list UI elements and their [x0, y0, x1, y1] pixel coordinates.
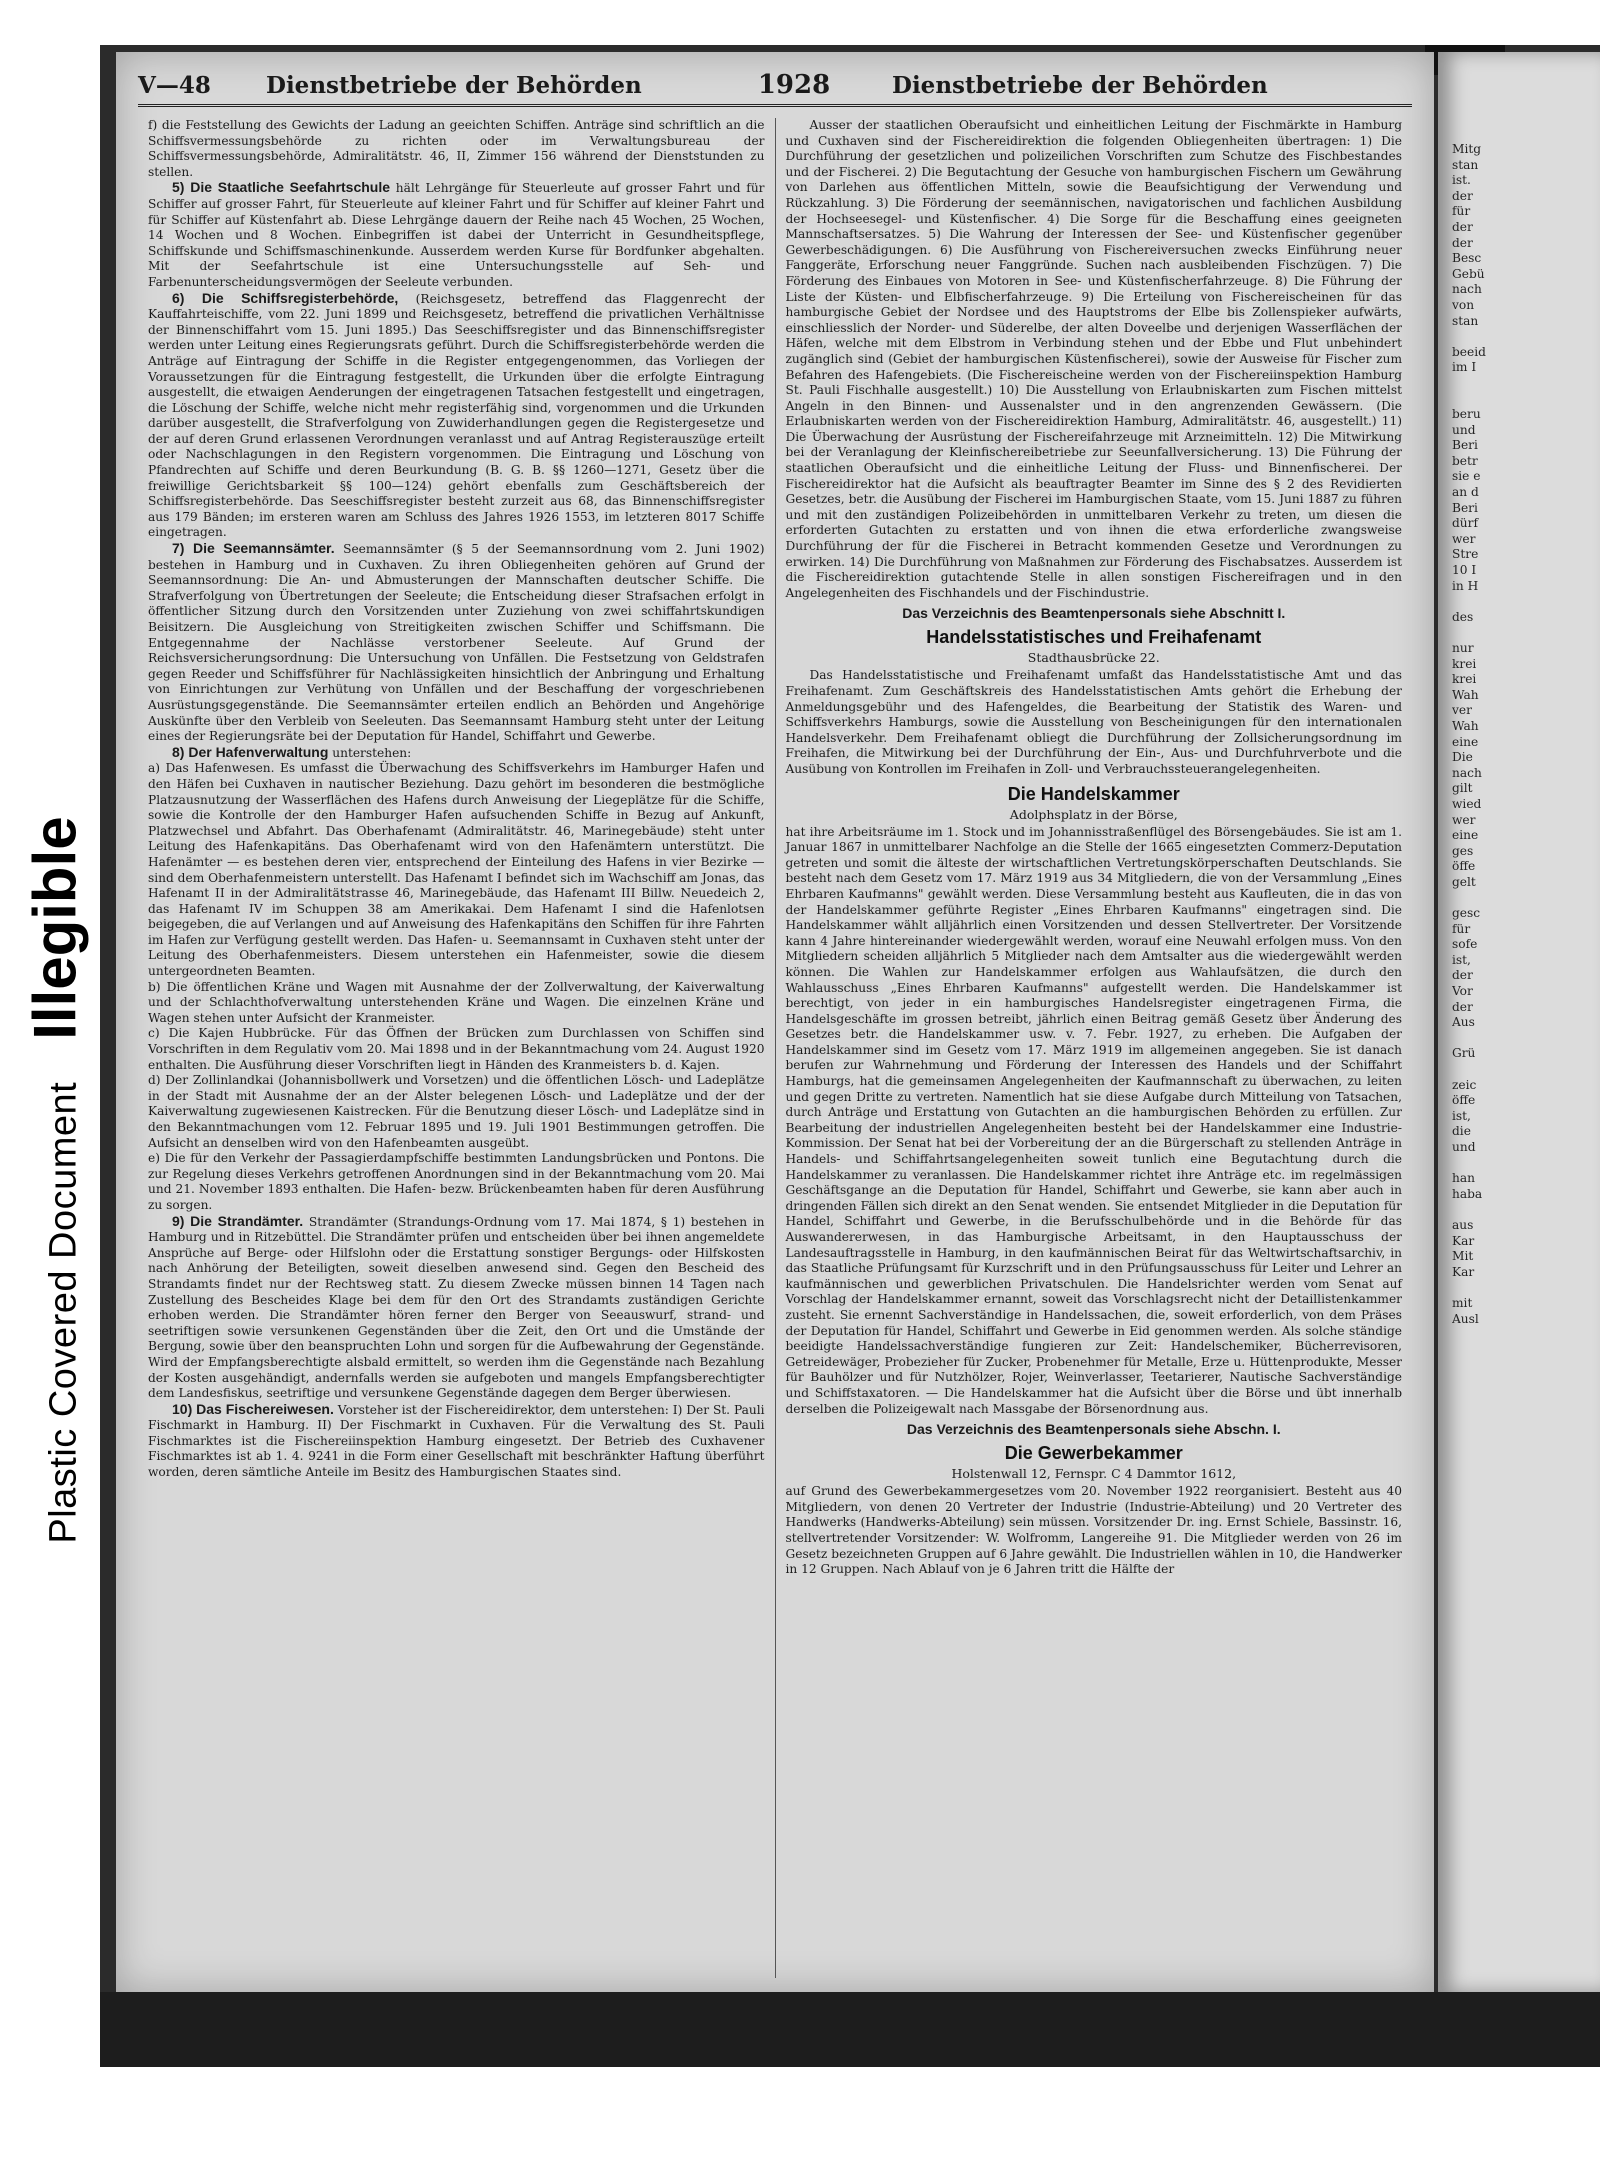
section-text: Seemannsämter (§ 5 der Seemannsordnung vom 2. Juni 1902) bestehen in Hamburg und in Cuxhaven. Zu ihren Obliegenheiten gehören auf Grund der Seemannsordnung: Die An- und Abmusterungen der Mannschaften deutscher Schiffe. Die Strafverfolgung von Übertretungen der Seeleute; die Entscheidung dieser Strafsachen erfolgt in öffentlicher Sitzung durch den Vorsitzenden unter Zuziehung von zwei schiffahrtskundigen Beisitzern. Die Ausgleichung von Streitigkeiten zwischen Schiffer und Schiffsmann. Die Entgegennahme der Nachlässe verstorbener Seeleute. Auf Grund der Reichsversicherungsordnung: Die Untersuchung von Unfällen. Die Festsetzung von Geldstrafen gegen Reeder und Schiffsführer für Nachlässigkeiten hinsichtlich der Anbringung und Erhaltung von Einrichtungen zur Verhütung von Unfällen und der Beschaffung der vorgeschriebenen Ausrüstungsgegenstände. Die Seemannsämter erteilen endlich an Behörden und Angehörige Auskünfte über den Verbleib von Seeleuten. Das Seemannsamt Hamburg steht unter der Leitung eines der Regierungsräte bei der Deputation für Handel, Schiffahrt und Gewerbe.	[148, 542, 765, 744]
adjacent-page-fragment: in H	[1452, 578, 1479, 593]
binding-shadow-bottom	[100, 1992, 1600, 2067]
adjacent-page-fragment	[1452, 1031, 1600, 1047]
adjacent-page-fragment: betr	[1452, 453, 1478, 468]
adjacent-page-fragment: wied	[1452, 796, 1482, 811]
adjacent-page-fragment: stan	[1452, 157, 1479, 172]
adjacent-page-fragment	[1452, 891, 1600, 907]
document-page	[116, 52, 1434, 1992]
adjacent-page-fragment: der	[1452, 235, 1473, 250]
adjacent-page-fragment: nach	[1452, 282, 1482, 297]
adjacent-page-fragment: Stre	[1452, 547, 1479, 562]
adjacent-page-fragment	[1452, 1202, 1600, 1218]
paragraph: b) Die öffentlichen Kräne und Wagen mit Ausnahme der der Zollverwaltung, der Kaiverwaltung und der Schlachthofverwaltung unterstehenden Kräne und Wagen. Die einzelnen Kräne und Wagen stehen unter Aufsicht der Kranmeister.	[148, 979, 765, 1025]
running-title-right: Dienstbetriebe der Behörden	[892, 72, 1268, 99]
section-text: Vorsteher ist der Fischereidirektor, dem unterstehen: I) Der St. Pauli Fischmarkt in Hamburg. II) Der Fischmarkt in Cuxhaven. Für die Verwaltung des St. Pauli Fischmarktes ist die Fischereiinspektion Hamburg eingesetzt. Der Betrieb des Cuxhavener Fischmarktes ist ab 1. 4. 9241 in die Form einer Gesellschaft mit beschränkter Haftung überführt worden, deren sämtliche Anteile im Besitz des Hamburgischen Staates sind.	[148, 1402, 765, 1480]
paragraph: e) Die für den Verkehr der Passagierdampfschiffe bestimmten Landungsbrücken und Pontons. Die zur Regelung dieses Verkehrs getroffenen Anordnungen sind in der Bekanntmachung vom 20. Mai und 21. November 1893 enthalten. Die Hafen- bezw. Brückenbeamten haben für deren Ausführung zu sorgen.	[148, 1151, 765, 1212]
personnel-note: Das Verzeichnis des Beamtenpersonals siehe Abschn. I.	[906, 1421, 1281, 1438]
adjacent-page-fragment	[1452, 1156, 1600, 1172]
adjacent-page-text	[1452, 142, 1600, 1327]
adjacent-page-fragment: von	[1452, 297, 1475, 312]
section-heading: 7) Die Seemannsämter.	[172, 540, 335, 557]
adjacent-page-fragment: Besc	[1452, 251, 1482, 266]
section-title: Die Handelskammer	[1007, 783, 1180, 804]
adjacent-page-fragment: Kar	[1452, 1264, 1475, 1279]
section-text: hält Lehrgänge für Steuerleute auf grosser Fahrt und für Schiffer auf grosser Fahrt, für Steuerleute auf kleiner Fahrt und für Schiffer auf kleiner Fahrt und für Schiffer auf Küstenfahrt ab. Diese Lehrgänge dauern der Reihe nach 45 Wochen, 25 Wochen, 14 Wochen und 8 Wochen. Einbegriffen ist dabei der Unterricht in Gesundheitspflege, Schiffskunde und Schiffsmaschinenkunde. Ausserdem werden Kurse für Bordfunker abgehalten. Mit der Seefahrtschule ist eine Untersuchungsstelle auf Seh- und Farbenunterscheidungsvermögen der Seeleute verbunden.	[148, 181, 765, 289]
adjacent-page-fragment: haba	[1452, 1186, 1483, 1201]
adjacent-page-fragment: ver	[1452, 703, 1472, 718]
paragraph: Das Handelsstatistische und Freihafenamt umfaßt das Handelsstatistische Amt und das Freihafenamt. Zum Geschäftskreis des Handelsstatistischen Amts gehört die Erhebung der Anmeldungsgebühr und des Hafengeldes, die Bearbeitung der Statistik des Waren- und Schiffsverkehrs Hamburgs, sowie die Ausstellung von Bescheinigungen für den internationalen Handelsverkehr. Dem Freihafenamt obliegt die Durchführung der Zollsicherungsordnung im Freihafen, die Mitwirkung bei der Durchführung der Ein-, Aus- und Durchfuhrverbote und die Ausübung von Kontrollen im Freihafen in Zoll- und Verbrauchssteuerangelegenheiten.	[785, 668, 1402, 776]
adjacent-page-edge	[1438, 52, 1600, 1992]
right-column	[775, 118, 1413, 1978]
adjacent-page-fragment: und	[1452, 422, 1476, 437]
adjacent-page-fragment: wer	[1452, 812, 1476, 827]
adjacent-page-fragment: Ausl	[1452, 1311, 1479, 1326]
adjacent-page-fragment: sie e	[1452, 469, 1481, 484]
adjacent-page-fragment: krei	[1452, 656, 1477, 671]
adjacent-page-fragment: im I	[1452, 360, 1477, 375]
adjacent-page-fragment: stan	[1452, 313, 1479, 328]
adjacent-page-fragment: Aus	[1452, 1015, 1475, 1030]
adjacent-page-fragment	[1452, 329, 1600, 345]
adjacent-page-fragment: und	[1452, 1140, 1476, 1154]
section-text: (Reichsgesetz, betreffend das Flaggenrecht der Kauffahrteischiffe, vom 22. Juni 1899 und Reichsgesetz, betreffend die privatlichen Verhältnisse der Binnenschiffahrt vom 15. Juni 1895.) Das Seeschiffsregister und das Binnenschiffsregister werden unter Leitung eines Regierungsrats geführt. Durch die Schiffsregisterbehörde werden die Anträge auf Eintragung der Schiffe in die Register entgegengenommen, das Vorliegen der Voraussetzungen für die Eintragung festgestellt, die Urkunden über die erfolgte Eintragung ausgestellt, die etwaigen Aenderungen der eingetragenen Tatsachen festgestellt und eingetragen, die Löschung der Schiffe, welche nicht mehr registerfähig sind, vorgenommen und die Urkunden darüber ausgestellt, die Strafverfolgung von Zuwiderhandlungen gegen die Registergesetze und der auf deren Grund erlassenen Verordnungen veranlasst und auf Antrag Registerauszüge erteilt oder Nachschlagungen in den Registern vorgenommen. Die Eintragung und Löschung von Pfandrechten auf Schiffe und deren Beurkundung (B. G. B. §§ 1260—1271, Gesetz über die freiwillige Gerichtsbarkeit §§ 100—124) gehört ebenfalls zum Geschäftsbereich der Schiffsregisterbehörde. Das Seeschiffsregister besteht zurzeit aus 68, das Binnenschiffsregister aus 179 Bänden; im ersteren waren am Schluss des Jahres 1926 1553, im letzteren 8017 Schiffe eingetragen.	[148, 291, 765, 540]
adjacent-page-fragment: eine	[1452, 828, 1479, 843]
paragraph: a) Das Hafenwesen. Es umfasst die Überwachung des Schiffsverkehrs im Hamburger Hafen und den Häfen bei Cuxhaven in nautischer Beziehung. Dazu gehört im besonderen die bestmögliche Platzausnutzung der Wasserflächen des Hafens durch Anweisung der Liegeplätze für die Schiffe, sowie die Kontrolle der den Hamburger Hafen aufsuchenden Schiffe in Bezug auf Ankunft, Platzwechsel und Abfahrt. Das Oberhafenamt (Admiralitätstr. 46, Marinegebäude) steht unter Leitung des Hafenkapitäns. Das Oberhafenamt wird von den Hafenämtern unterstützt. Die Hafenämter — es bestehen deren vier, entsprechend der Einteilung des Hafens in vier Bezirke — sind dem Oberhafenmeistern unterstellt. Das Hafenamt I befindet sich im Wachschiff am Jonas, das Hafenamt II in der Admiralitätstrasse 46, Marinegebäude, das Hafenamt III Billw. Neuedeich 2, das Hafenamt IV im Schuppen 38 am Amerikakai. Dem Hafenamt I sind die Hafenlotsen beigegeben, die auf Verlangen und auf Anweisung des Hafenkapitäns den Schiffen für ihre Fahrten im Hafen zur Verfügung gestellt werden. Das Hafen- u. Seemannsamt in Cuxhaven steht unter der Leitung des Oberhafenmeisters. Diesem unterstehen ein Hafenmeister, sowie die diesem untergeordneten Beamten.	[148, 761, 765, 979]
section-paragraph	[148, 291, 765, 542]
adjacent-page-fragment: öffe	[1452, 859, 1476, 874]
page-year: 1928	[757, 70, 831, 100]
section-title: Die Gewerbekammer	[1004, 1443, 1183, 1464]
page-number: V—48	[138, 72, 211, 99]
adjacent-page-fragment: gelt	[1452, 874, 1476, 889]
section-heading: 6) Die Schiffsregisterbehörde,	[172, 289, 399, 306]
section-text: Strandämter (Strandungs-Ordnung vom 17. Mai 1874, § 1) bestehen in Hamburg und in Ritzebüttel. Die Strandämter prüfen und entscheiden über bei ihnen angemeldete Ansprüche auf Berge- oder Hilfslohn oder die Erstattung sonstiger Bergungs- oder Hilfskosten nach Anhörung der Beteiligten, soweit dieselben anwesend sind. Gegen den Bescheid des Strandamts findet nur der Rechtsweg statt. Zu diesem Zwecke müssen binnen 14 Tagen nach Zustellung des Bescheides Klage bei dem für den Ort des Strandamts zuständigen Gerichte erhoben werden. Die Strandämter hören ferner den Berger von Seeauswurf, strand- und seetriftigen sowie versunkenen Gegenständen über die Zeit, den Ort und die Umstände der Bergung, sowie über den beanspruchten Lohn und sorgen für die Aufbewahrung der Gegenstände. Wird der Empfangsberechtigte alsbald ermittelt, so werden ihm die Gegenstände nach Bezahlung der Kosten ausgehändigt, andernfalls werden sie aufgeboten und mangels Empfangsberechtigter dem Landesfiskus, seetriftige und versunkene Gegenstände dagegen dem Berger überwiesen.	[148, 1214, 765, 1401]
section-text: unterstehen:	[332, 745, 412, 760]
adjacent-page-fragment	[1452, 1280, 1600, 1296]
adjacent-page-fragment: gesc	[1452, 906, 1481, 921]
adjacent-page-fragment: Mit	[1452, 1249, 1474, 1264]
adjacent-page-fragment: krei	[1452, 672, 1477, 687]
adjacent-page-fragment: gilt	[1452, 781, 1473, 796]
running-title-left: Dienstbetriebe der Behörden	[266, 72, 642, 99]
adjacent-page-fragment	[1452, 1062, 1600, 1078]
left-column	[138, 118, 775, 1978]
section-paragraph	[148, 1402, 765, 1481]
section-paragraph	[148, 180, 765, 290]
adjacent-page-fragment: mit	[1452, 1295, 1473, 1310]
adjacent-page-fragment: beeid	[1452, 344, 1486, 359]
adjacent-page-fragment: 10 I	[1452, 563, 1477, 578]
document-flag-label	[21, 816, 90, 1543]
section-paragraph	[148, 745, 765, 762]
adjacent-page-fragment: Vor	[1452, 984, 1473, 999]
adjacent-page-fragment: eine	[1452, 734, 1479, 749]
section-heading: 8) Der Hafenverwaltung	[172, 743, 329, 760]
adjacent-page-fragment: nur	[1452, 641, 1474, 655]
left-margin	[0, 0, 110, 2177]
paragraph: hat ihre Arbeitsräume im 1. Stock und im Johannisstraßenflügel des Börsengebäudes. Sie ist am 1. Januar 1867 in unmittelbarer Nachfolge an die Stelle der 1665 eingesetzten Commerz-Deputation getreten und somit die älteste der wirtschaftlichen Vertretungskörperschaften Deutschlands. Sie besteht nach dem Gesetz vom 17. März 1919 aus 34 Mitgliedern, die von der Versammlung „Eines Ehrbaren Kaufmanns" gewählt werden. Diese Versammlung besteht aus Kaufleuten, die in das von der Handelskammer geführte Register „Eines Ehrbaren Kaufmanns" eingetragen sind. Die Handelskammer wählt alljährlich einen Vorsitzenden und dessen Stellvertreter. Der Vorsitzende kann 4 Jahre hintereinander wiedergewählt werden, worauf eine Neuwahl erfolgen muss. Von den Mitgliedern scheiden alljährlich 5 Mitglieder nach dem Amtsalter aus die wiedergewählt werden können. Die Wahlen zur Handelskammer erfolgen aus Wahlaufsätzen, die durch den Wahlausschuss „Eines Ehrbaren Kaufmanns" aufgestellt werden. Die Handelskammer ist berechtigt, von jeder in ein hamburgisches Handelsregister eingetragenen Firma, die Handelsgeschäfte im grossen betreibt, jährlich einen Beitrag gemäß Gesetz über Änderung des Gesetzes betr. die Handelskammer usw. v. 7. Febr. 1927, zu erheben. Die Aufgaben der Handelskammer sind im Gesetz vom 17. März 1919 im allgemeinen angegeben. Sie ist danach berufen zur Wahrnehmung und Förderung der Interessen des Handels und der Schiffahrt Hamburgs, hat die gemeinsamen Angelegenheiten der Kaufmannschaft zu überwachen, zu leiten und gegen Dritte zu vertreten. Namentlich hat sie diese Aufgabe durch Mitteilung von Tatsachen, durch Anträge und Erstattung von Gutachten an die hamburgischen Behörden zu erfüllen. Zur Bearbeitung der industriellen Angelegenheiten besteht bei der Handelskammer eine Industrie-Kommission. Der Senat hat bei der Vorbereitung der an die Bürgerschaft zu stellenden Anträge in Handels- und Schiffahrtsangelegenheiten soweit tunlich eine Begutachtung durch die Handelskammer zu veranlassen. Die Handelskammer richtet ihre Anträge etc. im regelmässigen Geschäftsgange an die Deputation für Handel, Schiffahrt und Gewerbe, sie kann aber auch in dringenden Fällen sich direkt an den Senat wenden. Sie entsendet Mitglieder in die Deputation für Handel, Schiffahrt und Gewerbe, in die Berufsschulbehörde und in die Behörde für das Auswandererwesen, in das Hamburgische Arbeitsamt, in den Hauptausschuss der Landesauftragsstelle in Hamburg, in den kaufmännischen Beirat für das Weltwirtschaftsarchiv, in das Staatliche Prüfungsamt für Kurzschrift und in den Prüfungsausschuss für Leiter und Lehrer an kaufmännischen und gewerblichen Privatschulen. Die Handelsrichter werden vom Senat auf Vorschlag der Handelskammer ernannt, soweit das Vorschlagsrecht nicht der Detaillistenkammer zusteht. Sie ernennt Sachverständige in Handelssachen, die, soweit erforderlich, von dem Präses der Deputation für Handel, Schiffahrt und Gewerbe in Eid genommen werden. Als solche ständige beeidigte Handelssachverständige fungieren zur Zeit: Handelschemiker, Bücherrevisoren, Getreidewäger, Probezieher für Zucker, Probenehmer für Metalle, Erze u. Hüttenprodukte, Messer für Bauhölzer und für Nutzhölzer, Rojer, Weinverlasser, Teetarierer, Nautische Sachverständige und Schiffstaxatoren. — Die Handelskammer hat die Aufsicht über die Börse und übt innerhalb derselben die Polizeigewalt nach Massgabe der Börsenordnung aus.	[785, 824, 1402, 1416]
section-address: Adolphsplatz in der Börse,	[1009, 806, 1178, 822]
adjacent-page-fragment: der	[1452, 968, 1473, 983]
section-heading: 10) Das Fischereiwesen.	[172, 1400, 334, 1417]
adjacent-page-fragment: Mitg	[1452, 142, 1482, 156]
adjacent-page-fragment: nach	[1452, 765, 1482, 780]
adjacent-page-fragment: Grü	[1452, 1046, 1476, 1061]
adjacent-page-fragment: ist,	[1452, 952, 1471, 967]
page-header	[138, 70, 1412, 107]
plastic-covered-label: Plastic Covered Document	[42, 1081, 85, 1544]
adjacent-page-fragment: Wah	[1452, 718, 1479, 733]
illegible-label: Illegible	[21, 816, 89, 1040]
adjacent-page-fragment	[1452, 625, 1600, 641]
paragraph: f) die Feststellung des Gewichts der Ladung an geeichten Schiffen. Anträge sind schriftlich an die Schiffsvermessungsbehörde zu richten oder im Verwaltungsbureau der Schiffsvermessungsbehörde, Admiralitätstr. 46, II, Zimmer 156 während der Dienststunden zu stellen.	[148, 118, 765, 179]
adjacent-page-fragment: ist,	[1452, 1108, 1471, 1123]
adjacent-page-fragment: der	[1452, 188, 1473, 203]
section-address: Holstenwall 12, Fernspr. C 4 Dammtor 1612,	[951, 1466, 1237, 1482]
adjacent-page-fragment: die	[1452, 1124, 1471, 1139]
section-paragraph	[148, 541, 765, 745]
section-paragraph	[148, 1214, 765, 1402]
adjacent-page-fragment: Die	[1452, 750, 1473, 765]
section-title: Handelsstatistisches und Freihafenamt	[926, 627, 1262, 648]
section-heading: 5) Die Staatliche Seefahrtschule	[172, 179, 391, 196]
adjacent-page-fragment: Beri	[1452, 500, 1478, 515]
adjacent-page-fragment: han	[1452, 1171, 1475, 1186]
adjacent-page-fragment: öffe	[1452, 1093, 1476, 1108]
adjacent-page-fragment	[1452, 376, 1600, 392]
adjacent-page-fragment: des	[1452, 609, 1474, 624]
adjacent-page-fragment: der	[1452, 219, 1473, 234]
section-heading: 9) Die Strandämter.	[172, 1212, 304, 1229]
paragraph: auf Grund des Gewerbekammergesetzes vom 20. November 1922 reorganisiert. Besteht aus 40 Mitgliedern, von denen 20 Vertreter der Industrie (Industrie-Abteilung) und 20 Vertreter des Handwerks (Handwerks-Abteilung) sein müssen. Vorsitzender Dr. ing. Ernst Schiele, Bassinstr. 16, stellvertretender Vorsitzender: W. Wolfromm, Langereihe 91. Die Mitglieder werden von 26 im Gesetz bezeichneten Gruppen auf 6 Jahre gewählt. Die Industriellen wählen in 10, die Handwerker in 12 Gruppen. Nach Ablauf von je 6 Jahren tritt die Hälfte der	[785, 1484, 1402, 1577]
adjacent-page-fragment: dürf	[1452, 516, 1478, 531]
adjacent-page-fragment: für	[1452, 204, 1471, 219]
adjacent-page-fragment: Kar	[1452, 1233, 1475, 1248]
adjacent-page-fragment: Gebü	[1452, 266, 1485, 281]
paragraph: c) Die Kajen Hubbrücke. Für das Öffnen der Brücken zum Durchlassen von Schiffen sind Vorschriften in dem Regulativ vom 20. Mai 1898 und in der Bekanntmachung vom 24. August 1920 enthalten. Die Ausführung dieser Vorschriften liegt in Händen des Kranmeisters b. d. Kajen.	[148, 1026, 765, 1072]
adjacent-page-fragment: Wah	[1452, 687, 1479, 702]
adjacent-page-fragment: aus	[1452, 1217, 1474, 1232]
adjacent-page-fragment: Beri	[1452, 438, 1478, 453]
personnel-note: Das Verzeichnis des Beamtenpersonals siehe Abschnitt I.	[902, 605, 1286, 622]
section-address: Stadthausbrücke 22.	[1027, 650, 1160, 666]
adjacent-page-fragment: ges	[1452, 843, 1474, 858]
adjacent-page-fragment: für	[1452, 921, 1471, 936]
adjacent-page-fragment	[1452, 392, 1600, 408]
paragraph: Ausser der staatlichen Oberaufsicht und einheitlichen Leitung der Fischmärkte in Hamburg und Cuxhaven sind der Fischereidirektion die folgenden Obliegenheiten übertragen: 1) Die Durchführung der gesetzlichen und polizeilichen Vorschriften zum Schutze des Fischbestandes und der Fischerei. 2) Die Begutachtung der Gesuche von hamburgischen Fischern um Gewährung von Darlehen aus öffentlichen Mitteln, sowie die Beaufsichtigung der Verwendung und Rückzahlung. 3) Die Förderung der seemännischen, navigatorischen und fachlichen Ausbildung der Hochseesegel- und Küstenfischer. 4) Die Sorge für die Beschaffung eines geeigneten Mannschaftsersatzes. 5) Die Wahrung der Interessen der See- und Küstenfischer gegenüber Gewerbeschädigungen. 6) Die Ausführung von Fischereiversuchen zwecks Einführung neuer Fanggeräte, Erforschung neuer Fanggründe. Suchen nach ausbleibenden Fischzügen. 7) Die Förderung des Einbaues von Motoren in See- und Küstenfischerfahrzeuge. 8) Die Führung der Liste der Küsten- und Elbfischerfahrzeuge. 9) Die Erteilung von Fischereischeinen für das hamburgische Gebiet der Nordsee und des Hauptstroms der Elbe bis Zollenspieker aufwärts, einschliesslich der Norder- und Süderelbe, der alten Doveelbe und derjenigen Wasserflächen der Häfen, welche mit dem Elbstrom in Verbindung stehen und der Ebbe und Flut unbehindert zugänglich sind (Gebiet der hamburgischen Küstenfischerei), sowie der Ausweise für Fischer zum Befahren des Hafengebiets. (Die Fischereischeine werden von der Fischereiinspektion Hamburg St. Pauli Fischhalle ausgestellt.) 10) Die Ausstellung von Erlaubniskarten zum Fischen mittelst Angeln in den Binnen- und Aussenalster und in den angrenzenden Gewässern. (Die Erlaubniskarten werden von der Fischereidirektion Hamburg, Admiralitätstr. 46, ausgestellt.) 11) Die Überwachung der Ausrüstung der Fischereifahrzeuge mit Arzneimitteln. 12) Die Mitwirkung bei der Veranlagung der Kleinfischereibetriebe zur Seeunfallversicherung. 13) Die Führung der staatlichen Oberaufsicht und die einheitliche Leitung der Fluss- und Binnenfischerei. Der Fischereidirektor hat die Aufsicht als beauftragter Beamter im Sinne des § 2 des Revidierten Gesetzes, betr. die Ausübung der Fischerei im Hamburgischen Staate, vom 15. Juni 1887 zu führen und mit den zuständigen Polizeibehörden in unmittelbaren Verkehr zu treten, um diesen die erforderten Gutachten zu erstatten und von ihnen die etwa erforderliche zwangsweise Durchführung der für die Fischerei in Betracht kommenden Gesetze und Verordnungen zu erwirken. 14) Die Durchführung von Maßnahmen zur Förderung des Fischabsatzes. Ausserdem ist die Fischereidirektion gutachtende Stelle in allen sonstigen Fischereifragen und in den Angelegenheiten des Fischhandels und der Fischindustrie.	[785, 118, 1402, 600]
adjacent-page-fragment: wer	[1452, 531, 1476, 546]
adjacent-page-fragment: an d	[1452, 485, 1479, 500]
paragraph: d) Der Zollinlandkai (Johannisbollwerk und Vorsetzen) und die öffentlichen Lösch- und Ladeplätze in der Stadt mit Ausnahme der an der Alster belegenen Lösch- und Ladeplätze und der der Kaiverwaltung zugewiesenen Kaistrecken. Für die Benutzung dieser Lösch- und Ladeplätze sind in den Bekanntmachungen vom 12. Februar 1895 und 19. Juli 1901 Bestimmungen getroffen. Die Aufsicht an denselben wird von den Hafenbeamten ausgeübt.	[148, 1073, 765, 1150]
adjacent-page-fragment	[1452, 594, 1600, 610]
adjacent-page-fragment: zeic	[1452, 1077, 1477, 1092]
adjacent-page-fragment: der	[1452, 999, 1473, 1014]
adjacent-page-fragment: beru	[1452, 407, 1481, 422]
adjacent-page-fragment: ist.	[1452, 173, 1471, 188]
adjacent-page-fragment: sofe	[1452, 937, 1478, 952]
